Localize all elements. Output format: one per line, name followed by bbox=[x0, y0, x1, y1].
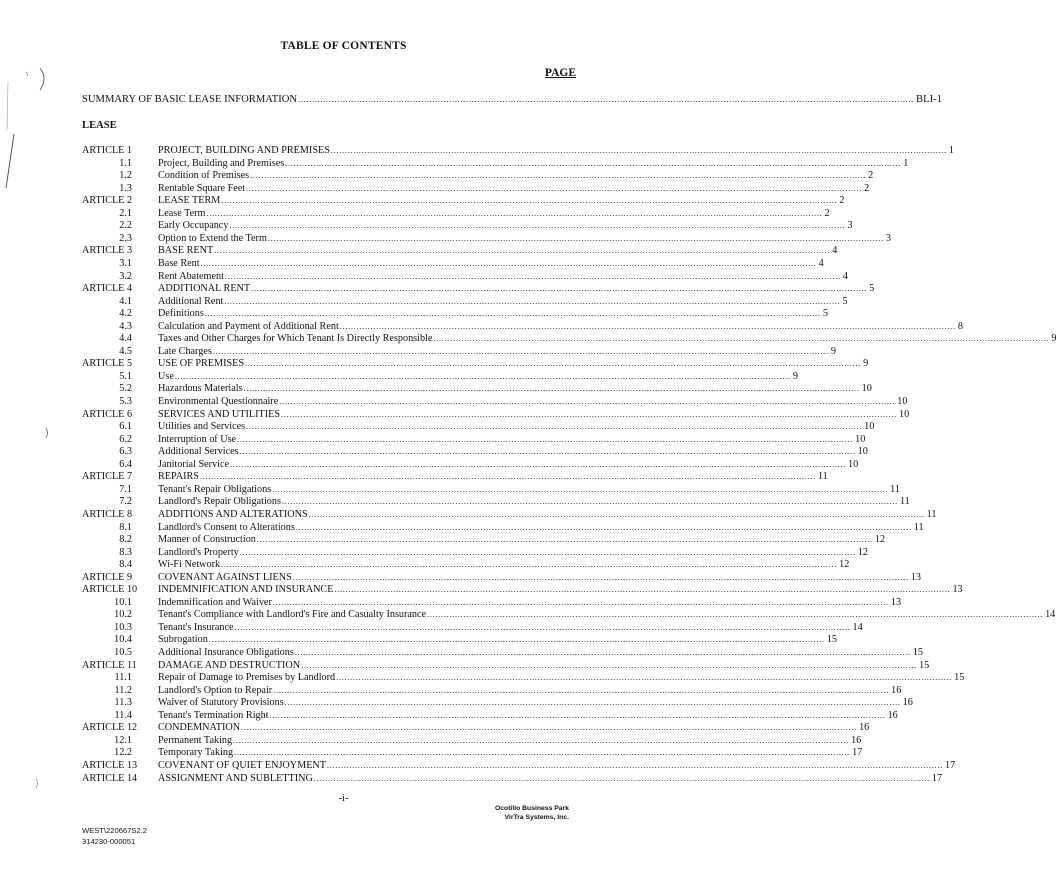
entry-page-number: 3 bbox=[847, 220, 853, 231]
dot-leader: ............................................................................................................................................................................................................................ bbox=[339, 322, 956, 331]
entry-title: ADDITIONAL RENT bbox=[158, 283, 251, 294]
dot-leader: ............................................................................................................................................................................................................................ bbox=[245, 359, 862, 368]
section-number: 3.2 bbox=[119, 271, 132, 282]
entry-title: Tenant's Insurance bbox=[158, 622, 234, 633]
section-number: 8.3 bbox=[119, 547, 132, 558]
entry-title: Option to Extend the Term bbox=[158, 233, 267, 244]
dot-leader: ............................................................................................................................................................................................................................ bbox=[212, 347, 829, 356]
entry-title: Additional Insurance Obligations bbox=[158, 647, 294, 658]
entry-title: INDEMNIFICATION AND INSURANCE bbox=[158, 584, 334, 595]
toc-section-entry[interactable] bbox=[158, 634, 837, 646]
article-number: ARTICLE 1 bbox=[82, 145, 133, 156]
dot-leader: ............................................................................................................................................................................................................................ bbox=[250, 171, 867, 180]
entry-page-number: 4 bbox=[842, 271, 849, 282]
toc-section-entry[interactable] bbox=[158, 346, 836, 358]
dot-leader: ............................................................................................................................................................................................................................ bbox=[230, 460, 847, 469]
dot-leader: ............................................................................................................................................................................................................................ bbox=[279, 397, 896, 406]
scan-artifact-marks bbox=[0, 60, 60, 820]
entry-title: ADDITIONS AND ALTERATIONS bbox=[158, 509, 308, 520]
dot-leader: ............................................................................................................................................................................................................................ bbox=[246, 184, 863, 193]
section-number: 4.3 bbox=[119, 321, 132, 332]
section-number: 1.1 bbox=[119, 158, 132, 169]
footer-page-number: -i- bbox=[338, 793, 349, 804]
toc-article-entry[interactable] bbox=[158, 773, 943, 785]
dot-leader: ............................................................................................................................................................................................................................ bbox=[239, 447, 856, 456]
entry-page-number: 5 bbox=[842, 296, 848, 307]
section-number: 6.2 bbox=[119, 434, 132, 445]
entry-page-number: 5 bbox=[869, 283, 875, 294]
entry-title: Additional Rent bbox=[158, 296, 224, 307]
entry-title: Janitorial Service bbox=[158, 459, 230, 470]
entry-page-number: 15 bbox=[912, 647, 923, 658]
entry-title: Manner of Construction bbox=[158, 534, 256, 545]
toc-section-entry[interactable] bbox=[158, 747, 863, 759]
dot-leader: ............................................................................................................................................................................................................................ bbox=[200, 259, 817, 268]
entry-title: USE OF PREMISES bbox=[158, 358, 245, 369]
section-number: 2.3 bbox=[119, 233, 132, 244]
entry-page-number: 12 bbox=[839, 559, 850, 570]
dot-leader: ............................................................................................................................................................................................................................ bbox=[224, 272, 841, 281]
section-number: 7.1 bbox=[119, 484, 132, 495]
dot-leader: ............................................................................................................................................................................................................................ bbox=[256, 535, 873, 544]
entry-page-number: 11 bbox=[926, 509, 937, 520]
article-number: ARTICLE 12 bbox=[82, 722, 138, 733]
entry-title: Interruption of Use bbox=[158, 434, 237, 445]
dot-leader: ............................................................................................................................................................................................................................ bbox=[246, 422, 863, 431]
article-number: ARTICLE 9 bbox=[82, 572, 133, 583]
dot-leader: ............................................................................................................................................................................................................................ bbox=[204, 309, 821, 318]
toc-section-entry[interactable] bbox=[158, 371, 798, 383]
toc-section-entry[interactable] bbox=[158, 697, 913, 709]
entry-title: Temporary Taking bbox=[158, 747, 234, 758]
entry-title: Condition of Premises bbox=[158, 170, 250, 181]
entry-page-number: 16 bbox=[891, 685, 902, 696]
article-number: ARTICLE 3 bbox=[82, 245, 133, 256]
entry-title: SERVICES AND UTILITIES bbox=[158, 409, 280, 420]
entry-page-number: 10 bbox=[897, 396, 908, 407]
summary-label: SUMMARY OF BASIC LEASE INFORMATION bbox=[82, 94, 298, 105]
dot-leader: ............................................................................................................................................................................................................................ bbox=[251, 284, 868, 293]
toc-section-entry[interactable] bbox=[158, 622, 863, 634]
toc-section-entry[interactable] bbox=[158, 534, 886, 546]
entry-page-number: 14 bbox=[852, 622, 863, 633]
entry-title: Lease Term bbox=[158, 208, 206, 219]
section-number: 8.4 bbox=[119, 559, 132, 570]
entry-page-number: 10 bbox=[848, 459, 859, 470]
section-number: 11.3 bbox=[114, 697, 132, 708]
entry-title: COVENANT OF QUIET ENJOYMENT bbox=[158, 760, 326, 771]
entry-page-number: 1 bbox=[903, 158, 909, 169]
dot-leader: ............................................................................................................................................................................................................................ bbox=[221, 196, 838, 205]
entry-page-number: 13 bbox=[952, 584, 963, 595]
section-number: 5.2 bbox=[119, 383, 132, 394]
dot-leader: ............................................................................................................................................................................................................................ bbox=[330, 146, 947, 155]
dot-leader: ............................................................................................................................................................................................................................ bbox=[273, 686, 890, 695]
entry-page-number: 2 bbox=[839, 195, 845, 206]
entry-title: Permanent Taking bbox=[158, 735, 233, 746]
toc-article-entry[interactable] bbox=[158, 195, 845, 207]
section-number: 7.2 bbox=[119, 496, 132, 507]
section-number: 11.4 bbox=[114, 710, 132, 721]
entry-title: Calculation and Payment of Additional Rent bbox=[158, 321, 339, 332]
entry-title: BASE RENT bbox=[158, 245, 214, 256]
entry-title: Landlord's Property bbox=[158, 547, 239, 558]
dot-leader: ............................................................................................................................................................................................................................ bbox=[241, 723, 858, 732]
toc-section-entry[interactable] bbox=[158, 208, 830, 220]
section-number: 10.3 bbox=[114, 622, 132, 633]
dot-leader: ............................................................................................................................................................................................................................ bbox=[301, 661, 918, 670]
section-number: 1.3 bbox=[119, 183, 132, 194]
toc-section-entry[interactable] bbox=[158, 496, 910, 508]
section-number: 5.1 bbox=[119, 371, 132, 382]
entry-title: Use bbox=[158, 371, 174, 382]
dot-leader: ............................................................................................................................................................................................................................ bbox=[334, 585, 951, 594]
entry-title: Waiver of Statutory Provisions bbox=[158, 697, 284, 708]
entry-page-number: 10 bbox=[857, 446, 868, 457]
toc-article-entry[interactable] bbox=[158, 509, 937, 521]
dot-leader: ............................................................................................................................................................................................................................ bbox=[206, 209, 823, 218]
toc-section-entry[interactable] bbox=[158, 383, 872, 395]
dot-leader: ............................................................................................................................................................................................................................ bbox=[214, 246, 831, 255]
entry-page-number: 10 bbox=[864, 421, 875, 432]
article-number: ARTICLE 7 bbox=[82, 471, 133, 482]
page-column-heading: PAGE bbox=[544, 67, 576, 79]
entry-title: DAMAGE AND DESTRUCTION bbox=[158, 660, 301, 671]
entry-page-number: 13 bbox=[890, 597, 902, 608]
entry-title: Base Rent bbox=[158, 258, 200, 269]
footer-doc-id: WEST\220667S2.2 bbox=[82, 826, 148, 835]
section-number: 1.2 bbox=[119, 170, 132, 181]
dot-leader: ............................................................................................................................................................................................................................ bbox=[174, 372, 791, 381]
section-number: 4.1 bbox=[119, 296, 132, 307]
entry-title: Early Occupancy bbox=[158, 220, 229, 231]
entry-page-number: 14 bbox=[1045, 609, 1056, 620]
entry-page-number: 17 bbox=[852, 747, 863, 758]
entry-title: ASSIGNMENT AND SUBLETTING bbox=[158, 773, 313, 784]
section-number: 6.4 bbox=[119, 459, 132, 470]
section-number: 2.2 bbox=[119, 220, 132, 231]
dot-leader: ............................................................................................................................................................................................................................ bbox=[292, 573, 909, 582]
entry-page-number: 16 bbox=[887, 710, 898, 721]
entry-title: PROJECT, BUILDING AND PREMISES bbox=[158, 145, 330, 156]
toc-section-entry[interactable] bbox=[158, 446, 868, 458]
dot-leader: ............................................................................................................................................................................................................................ bbox=[224, 297, 841, 306]
dot-leader: ............................................................................................................................................................................................................................ bbox=[272, 485, 889, 494]
article-number: ARTICLE 6 bbox=[82, 409, 133, 420]
entry-title: COVENANT AGAINST LIENS bbox=[158, 572, 292, 583]
toc-section-entry[interactable] bbox=[158, 434, 866, 446]
entry-page-number: 2 bbox=[864, 183, 870, 194]
page-title: TABLE OF CONTENTS bbox=[280, 40, 407, 52]
entry-page-number: 17 bbox=[931, 773, 943, 784]
toc-section-entry[interactable] bbox=[158, 258, 824, 270]
entry-page-number: 2 bbox=[868, 170, 874, 181]
dot-leader: ............................................................................................................................................................................................................................ bbox=[199, 472, 816, 481]
toc-section-entry[interactable] bbox=[158, 609, 1056, 621]
section-number: 3.1 bbox=[119, 258, 132, 269]
dot-leader: ............................................................................................................................................................................................................................ bbox=[208, 635, 825, 644]
entry-page-number: 11 bbox=[899, 496, 910, 507]
section-number: 10.5 bbox=[114, 647, 132, 658]
entry-title: Rent Abatement bbox=[158, 271, 224, 282]
entry-page-number: 8 bbox=[957, 321, 963, 332]
dot-leader: ............................................................................................................................................................................................................................ bbox=[336, 673, 953, 682]
entry-page-number: 11 bbox=[913, 522, 924, 533]
footer-project-name: Ocotillo Business Park bbox=[494, 805, 569, 812]
dot-leader: ............................................................................................................................................................................................................................ bbox=[294, 648, 911, 657]
entry-title: Subrogation bbox=[158, 634, 208, 645]
section-number: 6.1 bbox=[119, 421, 132, 432]
section-number: 11.2 bbox=[114, 685, 132, 696]
dot-leader: ............................................................................................................................................................................................................................ bbox=[267, 234, 884, 243]
toc-article-entry[interactable] bbox=[158, 572, 921, 584]
entry-title: Landlord's Repair Obligations bbox=[158, 496, 281, 507]
entry-page-number: 12 bbox=[857, 547, 868, 558]
toc-section-entry[interactable] bbox=[158, 522, 924, 534]
entry-page-number: 15 bbox=[954, 672, 965, 683]
dot-leader: ............................................................................................................................................................................................................................ bbox=[237, 435, 854, 444]
dot-leader: ............................................................................................................................................................................................................................ bbox=[295, 523, 912, 532]
entry-page-number: 10 bbox=[861, 383, 872, 394]
section-number: 5.3 bbox=[119, 396, 132, 407]
toc-section-entry[interactable] bbox=[158, 233, 891, 245]
section-number: 10.2 bbox=[114, 609, 132, 620]
toc-article-entry[interactable] bbox=[158, 409, 910, 421]
entry-page-number: 10 bbox=[899, 409, 910, 420]
entry-page-number: 16 bbox=[851, 735, 862, 746]
article-number: ARTICLE 11 bbox=[82, 660, 137, 671]
section-number: 12.1 bbox=[114, 735, 132, 746]
entry-page-number: 9 bbox=[830, 346, 836, 357]
dot-leader: ............................................................................................................................................................................................................................ bbox=[433, 334, 1050, 343]
dot-leader: ............................................................................................................................................................................................................................ bbox=[234, 623, 851, 632]
entry-page-number: 13 bbox=[910, 572, 921, 583]
toc-section-entry[interactable] bbox=[158, 484, 900, 496]
entry-title: Definitions bbox=[158, 308, 204, 319]
section-number: 4.2 bbox=[119, 308, 132, 319]
summary-entry[interactable] bbox=[82, 94, 942, 106]
toc-section-entry[interactable] bbox=[158, 685, 902, 697]
toc-section-entry[interactable] bbox=[158, 170, 874, 182]
entry-page-number: 15 bbox=[919, 660, 930, 671]
entry-page-number: 17 bbox=[945, 760, 956, 771]
entry-page-number: 12 bbox=[874, 534, 886, 545]
article-number: ARTICLE 8 bbox=[82, 509, 133, 520]
entry-page-number: 4 bbox=[818, 258, 824, 269]
entry-title: LEASE TERM bbox=[158, 195, 221, 206]
summary-page: BLI-1 bbox=[916, 94, 942, 105]
section-number: 8.2 bbox=[119, 534, 132, 545]
dot-leader: ............................................................................................................................................................................................................................ bbox=[221, 560, 838, 569]
dot-leader: ............................................................................................................................................................................................................................ bbox=[298, 95, 915, 104]
dot-leader: ............................................................................................................................................................................................................................ bbox=[234, 748, 851, 757]
toc-section-entry[interactable] bbox=[158, 559, 850, 571]
article-number: ARTICLE 13 bbox=[82, 760, 138, 771]
toc-section-entry[interactable] bbox=[158, 459, 859, 471]
entry-page-number: 16 bbox=[902, 697, 913, 708]
section-number: 12.2 bbox=[114, 747, 132, 758]
article-number: ARTICLE 4 bbox=[82, 283, 133, 294]
entry-page-number: 11 bbox=[890, 484, 900, 495]
section-number: 10.4 bbox=[114, 634, 132, 645]
entry-page-number: 2 bbox=[824, 208, 830, 219]
entry-title: Project, Building and Premises bbox=[158, 158, 285, 169]
toc-article-entry[interactable] bbox=[158, 584, 963, 596]
toc-section-entry[interactable] bbox=[158, 220, 853, 232]
dot-leader: ............................................................................................................................................................................................................................ bbox=[284, 698, 901, 707]
dot-leader: ............................................................................................................................................................................................................................ bbox=[239, 548, 856, 557]
article-number: ARTICLE 2 bbox=[82, 195, 133, 206]
article-number: ARTICLE 5 bbox=[82, 358, 133, 369]
entry-page-number: 9 bbox=[1051, 333, 1057, 344]
toc-section-entry[interactable] bbox=[158, 396, 908, 408]
toc-section-entry[interactable] bbox=[158, 271, 849, 283]
entry-page-number: 9 bbox=[792, 371, 798, 382]
entry-page-number: 10 bbox=[855, 434, 866, 445]
toc-section-entry[interactable] bbox=[158, 597, 902, 609]
dot-leader: ............................................................................................................................................................................................................................ bbox=[427, 610, 1044, 619]
toc-article-entry[interactable] bbox=[158, 760, 956, 772]
section-number: 11.1 bbox=[114, 672, 132, 683]
dot-leader: ............................................................................................................................................................................................................................ bbox=[281, 410, 897, 419]
footer-tenant-name: VirTra Systems, Inc. bbox=[504, 814, 569, 821]
toc-section-entry[interactable] bbox=[158, 333, 1057, 345]
section-number: 8.1 bbox=[119, 522, 132, 533]
entry-title: Tenant's Termination Right bbox=[158, 710, 269, 721]
toc-section-entry[interactable] bbox=[158, 647, 923, 659]
dot-leader: ............................................................................................................................................................................................................................ bbox=[272, 598, 889, 607]
toc-section-entry[interactable] bbox=[158, 421, 875, 433]
entry-title: CONDEMNATION bbox=[158, 722, 241, 733]
entry-title: REPAIRS bbox=[158, 471, 199, 482]
section-number: 2.1 bbox=[119, 208, 132, 219]
toc-article-entry[interactable] bbox=[158, 358, 869, 370]
entry-title: Landlord's Consent to Alterations bbox=[158, 522, 295, 533]
dot-leader: ............................................................................................................................................................................................................................ bbox=[269, 711, 886, 720]
toc-article-entry[interactable] bbox=[158, 283, 875, 295]
entry-title: Tenant's Compliance with Landlord's Fire and Casualty Insurance bbox=[158, 609, 427, 620]
entry-title: Hazardous Materials bbox=[158, 383, 243, 394]
toc-article-entry[interactable] bbox=[158, 245, 838, 257]
toc-section-entry[interactable] bbox=[158, 321, 963, 333]
entry-page-number: 3 bbox=[885, 233, 891, 244]
entry-title: Wi-Fi Network bbox=[158, 559, 221, 570]
dot-leader: ............................................................................................................................................................................................................................ bbox=[327, 761, 943, 770]
section-number: 4.4 bbox=[119, 333, 132, 344]
toc-section-entry[interactable] bbox=[158, 183, 870, 195]
dot-leader: ............................................................................................................................................................................................................................ bbox=[243, 384, 860, 393]
entry-page-number: 9 bbox=[863, 358, 869, 369]
entry-title: Additional Services bbox=[158, 446, 239, 457]
entry-page-number: 4 bbox=[832, 245, 838, 256]
dot-leader: ............................................................................................................................................................................................................................ bbox=[285, 159, 902, 168]
entry-title: Late Charges bbox=[158, 346, 212, 357]
article-number: ARTICLE 14 bbox=[82, 773, 138, 784]
entry-page-number: 15 bbox=[826, 634, 837, 645]
toc-section-entry[interactable] bbox=[158, 547, 868, 559]
toc-section-entry[interactable] bbox=[158, 735, 862, 747]
entry-title: Utilities and Services bbox=[158, 421, 246, 432]
toc-article-entry[interactable] bbox=[158, 660, 930, 672]
entry-title: Environmental Questionnaire bbox=[158, 396, 279, 407]
entry-page-number: 11 bbox=[817, 471, 828, 482]
dot-leader: ............................................................................................................................................................................................................................ bbox=[233, 736, 850, 745]
section-number: 10.1 bbox=[114, 597, 132, 608]
toc-section-entry[interactable] bbox=[158, 296, 848, 308]
entry-title: Indemnification and Waiver bbox=[158, 597, 272, 608]
entry-page-number: 1 bbox=[948, 145, 954, 156]
article-number: ARTICLE 10 bbox=[82, 584, 138, 595]
entry-page-number: 16 bbox=[859, 722, 870, 733]
dot-leader: ............................................................................................................................................................................................................................ bbox=[308, 510, 925, 519]
toc-section-entry[interactable] bbox=[158, 158, 909, 170]
dot-leader: ............................................................................................................................................................................................................................ bbox=[229, 221, 846, 230]
entry-title: Taxes and Other Charges for Which Tenant Is Directly Responsible bbox=[158, 333, 433, 344]
section-number: 4.5 bbox=[119, 346, 132, 357]
entry-page-number: 5 bbox=[822, 308, 828, 319]
dot-leader: ............................................................................................................................................................................................................................ bbox=[313, 774, 930, 783]
toc-article-entry[interactable] bbox=[158, 471, 828, 483]
entry-title: Rentable Square Feet bbox=[158, 183, 246, 194]
dot-leader: ............................................................................................................................................................................................................................ bbox=[281, 497, 898, 506]
entry-title: Tenant's Repair Obligations bbox=[158, 484, 272, 495]
lease-heading: LEASE bbox=[82, 120, 117, 131]
footer-matter-number: 314230-000051 bbox=[82, 837, 136, 846]
toc-article-entry[interactable] bbox=[158, 722, 870, 734]
toc-section-entry[interactable] bbox=[158, 710, 898, 722]
toc-article-entry[interactable] bbox=[158, 145, 954, 157]
entry-title: Repair of Damage to Premises by Landlord bbox=[158, 672, 336, 683]
section-number: 6.3 bbox=[119, 446, 132, 457]
entry-title: Landlord's Option to Repair bbox=[158, 685, 273, 696]
toc-section-entry[interactable] bbox=[158, 308, 828, 320]
toc-section-entry[interactable] bbox=[158, 672, 965, 684]
